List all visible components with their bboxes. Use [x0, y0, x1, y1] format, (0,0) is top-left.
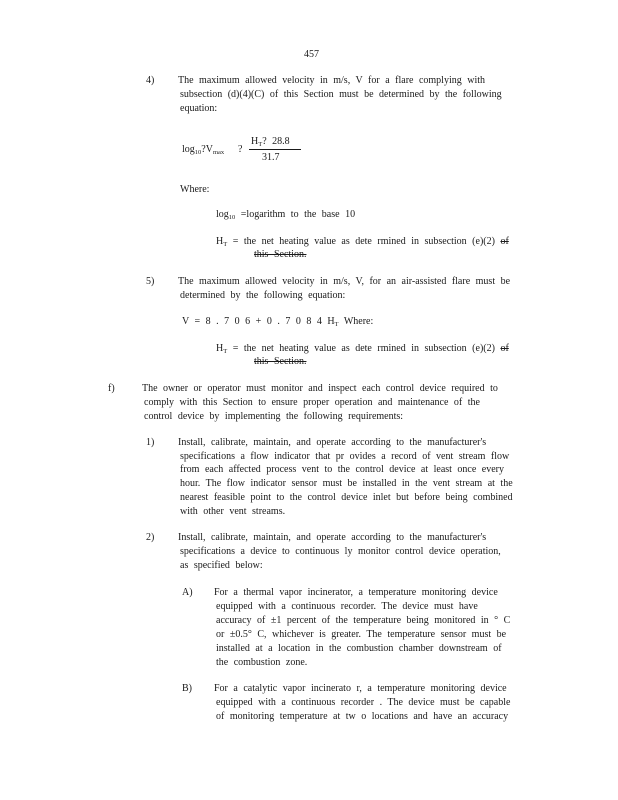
item-b-line-2: equipped with a continuous recorder . The device must be capable — [216, 697, 511, 708]
definition-log10: $\log_{10}$ =logarithm to the base 10 — [216, 209, 356, 221]
item-f1-line-2: specifications a flow indicator that pr ovides a record of vent stream flow — [180, 451, 510, 462]
item-f1-line-3: from each affected process vent to the control device at least once every — [180, 464, 505, 475]
definition-ht-2: $H_T$ = the net heating value as dete rmined in subsection (e)(2) of — [216, 343, 509, 355]
page-number: 457 — [304, 49, 319, 60]
equation-1-operator: ? — [238, 144, 243, 155]
item-a-line-3: accuracy of ±1 percent of the temperature being monitored in ° C — [216, 615, 511, 626]
deleted-text: of — [500, 236, 509, 247]
item-5-line-1: The maximum allowed velocity in m/s, V, for an air-assisted flare must be — [178, 276, 511, 287]
item-f2-line-2: specifications a device to continuous ly monitor control device operation, — [180, 546, 501, 557]
item-a-number: A) — [182, 587, 193, 598]
item-a-line-1: For a thermal vapor incinerator, a temperature monitoring device — [214, 587, 498, 598]
item-a-line-6: the combustion zone. — [216, 657, 308, 668]
equation-1-lhs: $\log_{10}?V_{max}$ — [182, 144, 225, 156]
item-f1-line-6: with other vent streams. — [180, 506, 286, 517]
item-f1-line-5: nearest feasible point to the control device inlet but before being combined — [180, 492, 513, 503]
item-b-line-1: For a catalytic vapor incinerato r, a temperature monitoring device — [214, 683, 507, 694]
item-4-line-1: The maximum allowed velocity in m/s, V for a flare complying with — [178, 75, 486, 86]
item-f2-number: 2) — [146, 532, 155, 543]
equation-1-denominator: 31.7 — [262, 152, 280, 163]
item-f-line-3: control device by implementing the following requirements: — [144, 411, 404, 422]
equation-1-fraction-bar — [249, 149, 301, 150]
definition-ht-1: $H_T$ = the net heating value as dete rmined in subsection (e)(2) of — [216, 236, 509, 248]
item-b-number: B) — [182, 683, 192, 694]
item-a-line-2: equipped with a continuous recorder. The device must have — [216, 601, 478, 612]
item-b-line-3: of monitoring temperature at tw o locations and have an accuracy — [216, 711, 509, 722]
item-a-line-5: installed at a location in the combustion chamber downstream of — [216, 643, 502, 654]
item-f1-line-1: Install, calibrate, maintain, and operate according to the manufacturer's — [178, 437, 487, 448]
item-4-line-3: equation: — [180, 103, 218, 114]
item-5-number: 5) — [146, 276, 155, 287]
item-5-line-2: determined by the following equation: — [180, 290, 346, 301]
item-a-line-4: or ±0.5° C, whichever is greater. The temperature sensor must be — [216, 629, 507, 640]
item-4-number: 4) — [146, 75, 155, 86]
equation-1-numerator: $H_T$? 28.8 — [251, 136, 290, 148]
item-f1-line-4: hour. The flow indicator sensor must be installed in the vent stream at the — [180, 478, 513, 489]
item-f-number: f) — [108, 383, 115, 394]
definition-ht-1-line-2: this Section. — [254, 249, 307, 260]
item-f1-number: 1) — [146, 437, 155, 448]
item-f-line-1: The owner or operator must monitor and inspect each control device required to — [142, 383, 498, 394]
item-f-line-2: comply with this Section to ensure proper operation and maintenance of the — [144, 397, 480, 408]
item-4-line-2: subsection (d)(4)(C) of this Section must be determined by the following — [180, 89, 502, 100]
equation-2: V = 8 . 7 0 6 + 0 . 7 0 8 4 $H_T$ Where: — [182, 316, 374, 328]
item-f2-line-3: as specified below: — [180, 560, 263, 571]
deleted-text: of — [500, 343, 509, 354]
definition-ht-2-line-2: this Section. — [254, 356, 307, 367]
where-label: Where: — [180, 184, 210, 195]
item-f2-line-1: Install, calibrate, maintain, and operate according to the manufacturer's — [178, 532, 487, 543]
